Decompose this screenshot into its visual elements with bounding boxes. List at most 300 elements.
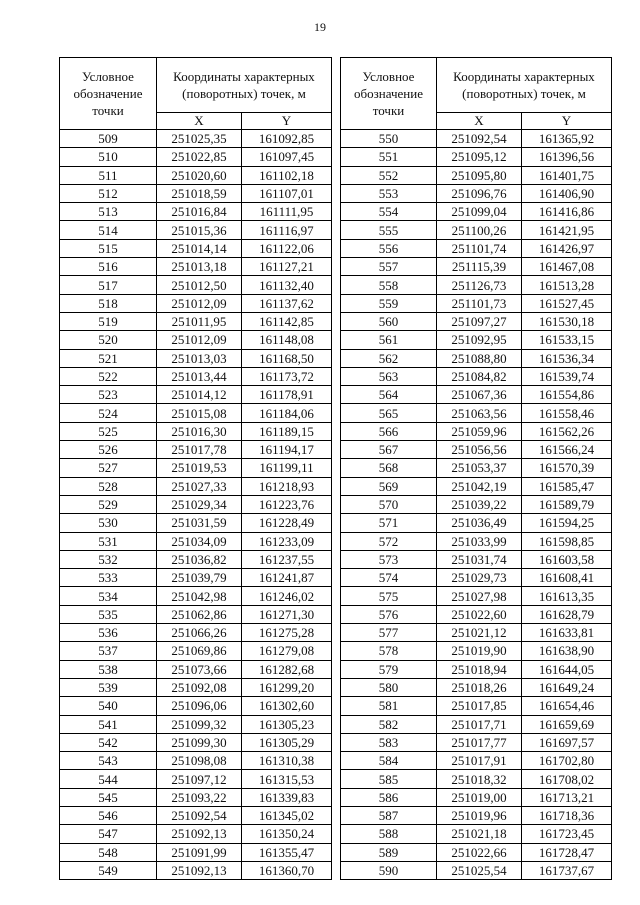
table-row — [341, 752, 612, 770]
x-coordinate-cell: 251059,96 — [437, 422, 522, 440]
x-coordinate-cell: 251029,73 — [437, 569, 522, 587]
table-row — [341, 605, 612, 623]
y-coordinate-cell: 161644,05 — [522, 660, 612, 678]
point-id-cell: 568 — [341, 459, 437, 477]
table-row — [341, 825, 612, 843]
y-coordinate-cell: 161107,01 — [242, 184, 332, 202]
x-coordinate-cell: 251042,19 — [437, 477, 522, 495]
x-coordinate-cell: 251056,56 — [437, 441, 522, 459]
point-id-cell: 531 — [60, 532, 157, 550]
y-coordinate-cell: 161594,25 — [522, 514, 612, 532]
x-coordinate-cell: 251017,77 — [437, 733, 522, 751]
x-coordinate-cell: 251019,90 — [437, 642, 522, 660]
table-row — [341, 441, 612, 459]
table-row — [60, 221, 332, 239]
x-coordinate-cell: 251015,08 — [157, 404, 242, 422]
y-coordinate-cell: 161345,02 — [242, 806, 332, 824]
table-row — [341, 404, 612, 422]
point-id-cell: 553 — [341, 184, 437, 202]
x-coordinate-cell: 251084,82 — [437, 367, 522, 385]
table-row — [341, 715, 612, 733]
point-id-cell: 544 — [60, 770, 157, 788]
y-coordinate-cell: 161092,85 — [242, 130, 332, 148]
y-coordinate-cell: 161702,80 — [522, 752, 612, 770]
x-coordinate-cell: 251018,26 — [437, 678, 522, 696]
x-coordinate-cell: 251017,91 — [437, 752, 522, 770]
point-id-cell: 565 — [341, 404, 437, 422]
table-row — [60, 495, 332, 513]
x-coordinate-cell: 251034,09 — [157, 532, 242, 550]
header-point-label: Условное обозначение точки — [341, 58, 437, 130]
table-row — [60, 697, 332, 715]
table-row — [60, 514, 332, 532]
x-coordinate-cell: 251018,94 — [437, 660, 522, 678]
y-coordinate-cell: 161737,67 — [522, 861, 612, 879]
x-coordinate-cell: 251101,74 — [437, 239, 522, 257]
y-coordinate-cell: 161282,68 — [242, 660, 332, 678]
table-row — [341, 861, 612, 879]
table-row — [60, 733, 332, 751]
y-coordinate-cell: 161628,79 — [522, 605, 612, 623]
y-coordinate-cell: 161360,70 — [242, 861, 332, 879]
point-id-cell: 570 — [341, 495, 437, 513]
y-coordinate-cell: 161401,75 — [522, 166, 612, 184]
table-row — [60, 788, 332, 806]
point-id-cell: 523 — [60, 386, 157, 404]
point-id-cell: 573 — [341, 550, 437, 568]
y-coordinate-cell: 161527,45 — [522, 294, 612, 312]
y-coordinate-cell: 161396,56 — [522, 148, 612, 166]
table-row — [341, 166, 612, 184]
table-row — [60, 331, 332, 349]
point-id-cell: 586 — [341, 788, 437, 806]
x-coordinate-cell: 251126,73 — [437, 276, 522, 294]
y-coordinate-cell: 161199,11 — [242, 459, 332, 477]
x-coordinate-cell: 251088,80 — [437, 349, 522, 367]
point-id-cell: 534 — [60, 587, 157, 605]
y-coordinate-cell: 161533,15 — [522, 331, 612, 349]
x-coordinate-cell: 251020,60 — [157, 166, 242, 184]
table-row — [60, 148, 332, 166]
y-coordinate-cell: 161558,46 — [522, 404, 612, 422]
point-id-cell: 564 — [341, 386, 437, 404]
point-id-cell: 583 — [341, 733, 437, 751]
y-coordinate-cell: 161585,47 — [522, 477, 612, 495]
y-coordinate-cell: 161536,34 — [522, 349, 612, 367]
x-coordinate-cell: 251069,86 — [157, 642, 242, 660]
page-number: 19 — [314, 20, 326, 34]
x-coordinate-cell: 251018,59 — [157, 184, 242, 202]
x-coordinate-cell: 251092,13 — [157, 825, 242, 843]
y-coordinate-cell: 161142,85 — [242, 312, 332, 330]
table-row — [60, 130, 332, 148]
point-id-cell: 585 — [341, 770, 437, 788]
table-row — [341, 148, 612, 166]
y-coordinate-cell: 161194,17 — [242, 441, 332, 459]
table-row — [341, 587, 612, 605]
x-coordinate-cell: 251099,32 — [157, 715, 242, 733]
header-x: X — [437, 113, 522, 130]
y-coordinate-cell: 161173,72 — [242, 367, 332, 385]
y-coordinate-cell: 161310,38 — [242, 752, 332, 770]
x-coordinate-cell: 251097,12 — [157, 770, 242, 788]
table-row — [341, 806, 612, 824]
y-coordinate-cell: 161355,47 — [242, 843, 332, 861]
x-coordinate-cell: 251093,22 — [157, 788, 242, 806]
point-id-cell: 542 — [60, 733, 157, 751]
point-id-cell: 552 — [341, 166, 437, 184]
y-coordinate-cell: 161097,45 — [242, 148, 332, 166]
y-coordinate-cell: 161530,18 — [522, 312, 612, 330]
y-coordinate-cell: 161223,76 — [242, 495, 332, 513]
point-id-cell: 517 — [60, 276, 157, 294]
table-row — [60, 770, 332, 788]
x-coordinate-cell: 251097,27 — [437, 312, 522, 330]
table-row — [341, 130, 612, 148]
y-coordinate-cell: 161566,24 — [522, 441, 612, 459]
y-coordinate-cell: 161723,45 — [522, 825, 612, 843]
y-coordinate-cell: 161237,55 — [242, 550, 332, 568]
point-id-cell: 557 — [341, 258, 437, 276]
y-coordinate-cell: 161305,29 — [242, 733, 332, 751]
point-id-cell: 530 — [60, 514, 157, 532]
x-coordinate-cell: 251092,08 — [157, 678, 242, 696]
header-y: Y — [522, 113, 612, 130]
point-id-cell: 577 — [341, 624, 437, 642]
x-coordinate-cell: 251013,44 — [157, 367, 242, 385]
x-coordinate-cell: 251019,96 — [437, 806, 522, 824]
point-id-cell: 548 — [60, 843, 157, 861]
y-coordinate-cell: 161697,57 — [522, 733, 612, 751]
x-coordinate-cell: 251022,60 — [437, 605, 522, 623]
table-row — [341, 258, 612, 276]
table-row — [341, 569, 612, 587]
table-row — [60, 660, 332, 678]
table-row — [341, 203, 612, 221]
header-coords-label: Координаты характерных (поворотных) точек, м — [437, 58, 612, 113]
x-coordinate-cell: 251099,30 — [157, 733, 242, 751]
point-id-cell: 560 — [341, 312, 437, 330]
table-row — [341, 514, 612, 532]
table-row — [341, 697, 612, 715]
x-coordinate-cell: 251019,53 — [157, 459, 242, 477]
x-coordinate-cell: 251067,36 — [437, 386, 522, 404]
point-id-cell: 515 — [60, 239, 157, 257]
x-coordinate-cell: 251021,12 — [437, 624, 522, 642]
table-row — [60, 715, 332, 733]
y-coordinate-cell: 161598,85 — [522, 532, 612, 550]
table-row — [341, 276, 612, 294]
x-coordinate-cell: 251016,84 — [157, 203, 242, 221]
point-id-cell: 562 — [341, 349, 437, 367]
table-row — [341, 331, 612, 349]
point-id-cell: 558 — [341, 276, 437, 294]
y-coordinate-cell: 161305,23 — [242, 715, 332, 733]
y-coordinate-cell: 161406,90 — [522, 184, 612, 202]
x-coordinate-cell: 251092,54 — [437, 130, 522, 148]
y-coordinate-cell: 161102,18 — [242, 166, 332, 184]
point-id-cell: 545 — [60, 788, 157, 806]
table-row — [341, 495, 612, 513]
x-coordinate-cell: 251092,13 — [157, 861, 242, 879]
point-id-cell: 543 — [60, 752, 157, 770]
x-coordinate-cell: 251029,34 — [157, 495, 242, 513]
x-coordinate-cell: 251017,78 — [157, 441, 242, 459]
point-id-cell: 549 — [60, 861, 157, 879]
x-coordinate-cell: 251018,32 — [437, 770, 522, 788]
table-row — [60, 587, 332, 605]
y-coordinate-cell: 161111,95 — [242, 203, 332, 221]
table-row — [60, 367, 332, 385]
x-coordinate-cell: 251033,99 — [437, 532, 522, 550]
point-id-cell: 590 — [341, 861, 437, 879]
y-coordinate-cell: 161299,20 — [242, 678, 332, 696]
x-coordinate-cell: 251012,09 — [157, 294, 242, 312]
x-coordinate-cell: 251042,98 — [157, 587, 242, 605]
y-coordinate-cell: 161302,60 — [242, 697, 332, 715]
x-coordinate-cell: 251101,73 — [437, 294, 522, 312]
y-coordinate-cell: 161589,79 — [522, 495, 612, 513]
table-row — [341, 788, 612, 806]
x-coordinate-cell: 251015,36 — [157, 221, 242, 239]
x-coordinate-cell: 251022,66 — [437, 843, 522, 861]
table-row — [341, 624, 612, 642]
y-coordinate-cell: 161421,95 — [522, 221, 612, 239]
y-coordinate-cell: 161271,30 — [242, 605, 332, 623]
point-id-cell: 519 — [60, 312, 157, 330]
point-id-cell: 511 — [60, 166, 157, 184]
point-id-cell: 513 — [60, 203, 157, 221]
point-id-cell: 529 — [60, 495, 157, 513]
y-coordinate-cell: 161365,92 — [522, 130, 612, 148]
y-coordinate-cell: 161168,50 — [242, 349, 332, 367]
y-coordinate-cell: 161718,36 — [522, 806, 612, 824]
point-id-cell: 569 — [341, 477, 437, 495]
x-coordinate-cell: 251092,54 — [157, 806, 242, 824]
y-coordinate-cell: 161241,87 — [242, 569, 332, 587]
y-coordinate-cell: 161539,74 — [522, 367, 612, 385]
x-coordinate-cell: 251031,74 — [437, 550, 522, 568]
table-row — [60, 239, 332, 257]
point-id-cell: 575 — [341, 587, 437, 605]
point-id-cell: 516 — [60, 258, 157, 276]
x-coordinate-cell: 251062,86 — [157, 605, 242, 623]
point-id-cell: 538 — [60, 660, 157, 678]
table-row — [341, 733, 612, 751]
x-coordinate-cell: 251073,66 — [157, 660, 242, 678]
point-id-cell: 539 — [60, 678, 157, 696]
point-id-cell: 509 — [60, 130, 157, 148]
header-y: Y — [242, 113, 332, 130]
point-id-cell: 514 — [60, 221, 157, 239]
x-coordinate-cell: 251091,99 — [157, 843, 242, 861]
table-row — [60, 569, 332, 587]
table-row — [60, 184, 332, 202]
table-row — [60, 861, 332, 879]
y-coordinate-cell: 161122,06 — [242, 239, 332, 257]
table-row — [60, 843, 332, 861]
table-row — [60, 678, 332, 696]
table-row — [60, 422, 332, 440]
x-coordinate-cell: 251012,50 — [157, 276, 242, 294]
y-coordinate-cell: 161339,83 — [242, 788, 332, 806]
point-id-cell: 546 — [60, 806, 157, 824]
y-coordinate-cell: 161728,47 — [522, 843, 612, 861]
header-coords-label: Координаты характерных (поворотных) точек, м — [157, 58, 332, 113]
y-coordinate-cell: 161603,58 — [522, 550, 612, 568]
point-id-cell: 561 — [341, 331, 437, 349]
x-coordinate-cell: 251011,95 — [157, 312, 242, 330]
x-coordinate-cell: 251012,09 — [157, 331, 242, 349]
x-coordinate-cell: 251095,12 — [437, 148, 522, 166]
x-coordinate-cell: 251096,76 — [437, 184, 522, 202]
point-id-cell: 518 — [60, 294, 157, 312]
header-point-label: Условное обозначение точки — [60, 58, 157, 130]
y-coordinate-cell: 161708,02 — [522, 770, 612, 788]
table-row — [341, 550, 612, 568]
y-coordinate-cell: 161513,28 — [522, 276, 612, 294]
table-row — [341, 184, 612, 202]
point-id-cell: 533 — [60, 569, 157, 587]
point-id-cell: 572 — [341, 532, 437, 550]
table-row — [60, 532, 332, 550]
point-id-cell: 563 — [341, 367, 437, 385]
x-coordinate-cell: 251100,26 — [437, 221, 522, 239]
point-id-cell: 535 — [60, 605, 157, 623]
table-row — [60, 825, 332, 843]
x-coordinate-cell: 251027,33 — [157, 477, 242, 495]
table-row — [60, 550, 332, 568]
table-row — [60, 624, 332, 642]
table-row — [60, 349, 332, 367]
y-coordinate-cell: 161570,39 — [522, 459, 612, 477]
x-coordinate-cell: 251014,12 — [157, 386, 242, 404]
point-id-cell: 540 — [60, 697, 157, 715]
coordinates-table-left — [59, 57, 332, 880]
table-row — [60, 642, 332, 660]
table-row — [341, 349, 612, 367]
table-body-left — [60, 130, 332, 880]
table-row — [341, 312, 612, 330]
table-row — [60, 605, 332, 623]
y-coordinate-cell: 161659,69 — [522, 715, 612, 733]
y-coordinate-cell: 161148,08 — [242, 331, 332, 349]
point-id-cell: 525 — [60, 422, 157, 440]
x-coordinate-cell: 251053,37 — [437, 459, 522, 477]
table-row — [60, 459, 332, 477]
point-id-cell: 551 — [341, 148, 437, 166]
table-row — [60, 258, 332, 276]
x-coordinate-cell: 251016,30 — [157, 422, 242, 440]
x-coordinate-cell: 251017,71 — [437, 715, 522, 733]
y-coordinate-cell: 161218,93 — [242, 477, 332, 495]
point-id-cell: 520 — [60, 331, 157, 349]
y-coordinate-cell: 161562,26 — [522, 422, 612, 440]
y-coordinate-cell: 161638,90 — [522, 642, 612, 660]
y-coordinate-cell: 161416,86 — [522, 203, 612, 221]
y-coordinate-cell: 161275,28 — [242, 624, 332, 642]
x-coordinate-cell: 251098,08 — [157, 752, 242, 770]
point-id-cell: 566 — [341, 422, 437, 440]
y-coordinate-cell: 161608,41 — [522, 569, 612, 587]
header-x: X — [157, 113, 242, 130]
x-coordinate-cell: 251036,49 — [437, 514, 522, 532]
table-row — [341, 221, 612, 239]
y-coordinate-cell: 161127,21 — [242, 258, 332, 276]
point-id-cell: 588 — [341, 825, 437, 843]
point-id-cell: 587 — [341, 806, 437, 824]
x-coordinate-cell: 251019,00 — [437, 788, 522, 806]
x-coordinate-cell: 251039,22 — [437, 495, 522, 513]
table-row — [60, 404, 332, 422]
y-coordinate-cell: 161654,46 — [522, 697, 612, 715]
x-coordinate-cell: 251025,35 — [157, 130, 242, 148]
table-row — [341, 386, 612, 404]
y-coordinate-cell: 161613,35 — [522, 587, 612, 605]
x-coordinate-cell: 251022,85 — [157, 148, 242, 166]
point-id-cell: 556 — [341, 239, 437, 257]
x-coordinate-cell: 251099,04 — [437, 203, 522, 221]
table-row — [341, 367, 612, 385]
x-coordinate-cell: 251063,56 — [437, 404, 522, 422]
point-id-cell: 541 — [60, 715, 157, 733]
x-coordinate-cell: 251092,95 — [437, 331, 522, 349]
point-id-cell: 522 — [60, 367, 157, 385]
x-coordinate-cell: 251025,54 — [437, 861, 522, 879]
x-coordinate-cell: 251013,03 — [157, 349, 242, 367]
x-coordinate-cell: 251017,85 — [437, 697, 522, 715]
point-id-cell: 536 — [60, 624, 157, 642]
point-id-cell: 571 — [341, 514, 437, 532]
table-row — [341, 660, 612, 678]
y-coordinate-cell: 161315,53 — [242, 770, 332, 788]
point-id-cell: 532 — [60, 550, 157, 568]
point-id-cell: 581 — [341, 697, 437, 715]
y-coordinate-cell: 161116,97 — [242, 221, 332, 239]
table-row — [341, 422, 612, 440]
y-coordinate-cell: 161713,21 — [522, 788, 612, 806]
point-id-cell: 554 — [341, 203, 437, 221]
point-id-cell: 526 — [60, 441, 157, 459]
x-coordinate-cell: 251095,80 — [437, 166, 522, 184]
x-coordinate-cell: 251027,98 — [437, 587, 522, 605]
table-row — [341, 642, 612, 660]
table-row — [60, 166, 332, 184]
y-coordinate-cell: 161633,81 — [522, 624, 612, 642]
y-coordinate-cell: 161649,24 — [522, 678, 612, 696]
table-row — [60, 386, 332, 404]
table-body-right — [341, 130, 612, 880]
point-id-cell: 589 — [341, 843, 437, 861]
y-coordinate-cell: 161233,09 — [242, 532, 332, 550]
table-row — [60, 294, 332, 312]
point-id-cell: 550 — [341, 130, 437, 148]
y-coordinate-cell: 161228,49 — [242, 514, 332, 532]
y-coordinate-cell: 161184,06 — [242, 404, 332, 422]
y-coordinate-cell: 161426,97 — [522, 239, 612, 257]
point-id-cell: 582 — [341, 715, 437, 733]
point-id-cell: 547 — [60, 825, 157, 843]
table-row — [341, 678, 612, 696]
table-row — [341, 532, 612, 550]
point-id-cell: 578 — [341, 642, 437, 660]
y-coordinate-cell: 161279,08 — [242, 642, 332, 660]
table-row — [341, 239, 612, 257]
x-coordinate-cell: 251014,14 — [157, 239, 242, 257]
y-coordinate-cell: 161350,24 — [242, 825, 332, 843]
table-row — [341, 459, 612, 477]
y-coordinate-cell: 161178,91 — [242, 386, 332, 404]
